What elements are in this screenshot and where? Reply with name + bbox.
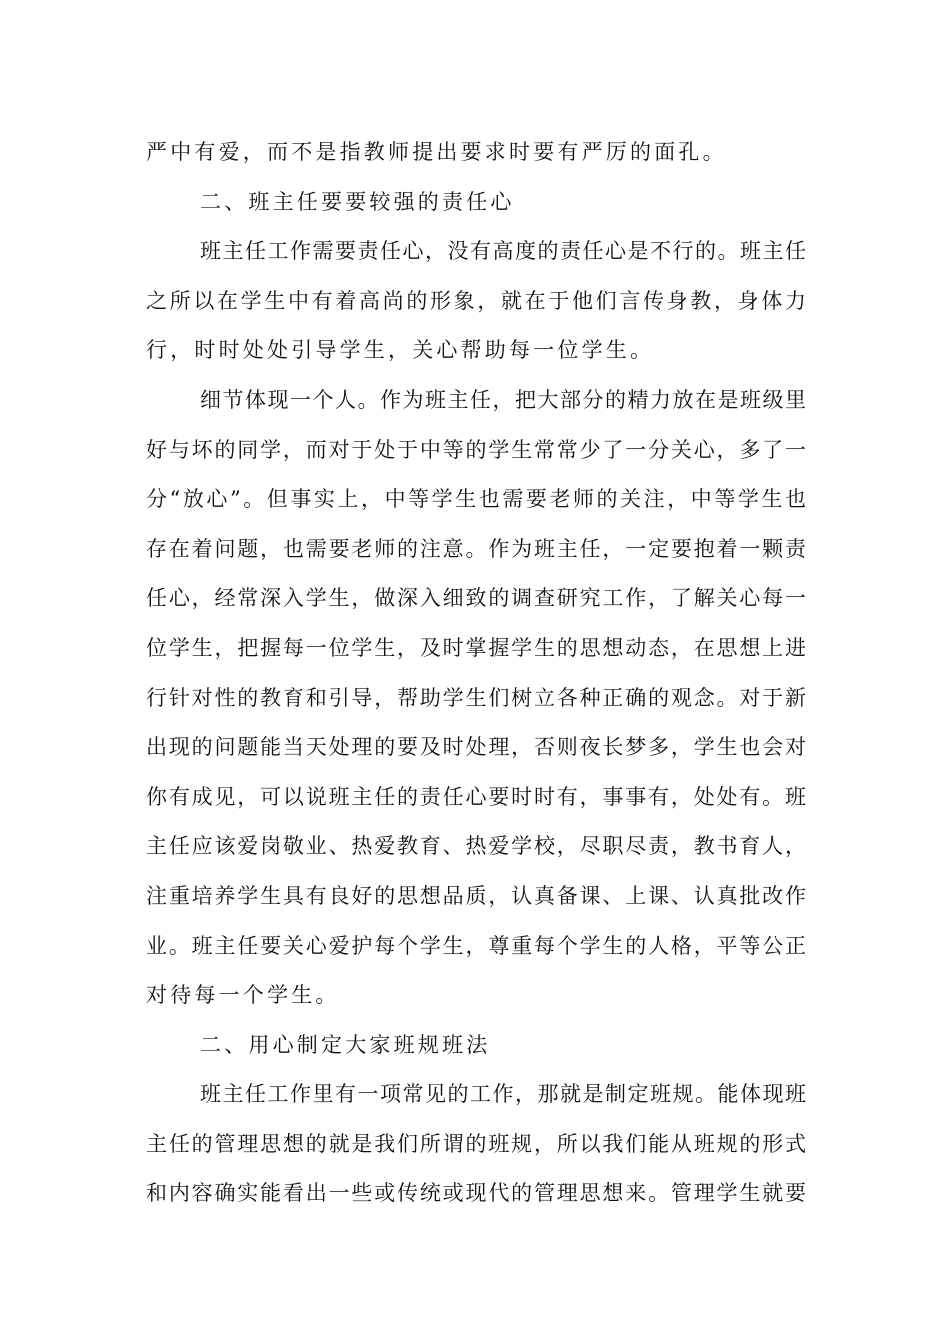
text-line: 主任应该爱岗敬业、热爱教育、热爱学校，尽职尽责，教书育人， <box>146 834 806 859</box>
text-line: 位学生，把握每一位学生，及时掌握学生的思想动态，在思想上进 <box>146 635 806 660</box>
text-line: 细节体现一个人。作为班主任，把大部分的精力放在是班级里 <box>200 387 806 412</box>
text-line: 任心，经常深入学生，做深入细致的调查研究工作，了解关心每一 <box>146 586 806 611</box>
text-line: 你有成见，可以说班主任的责任心要时时有，事事有，处处有。班 <box>146 784 806 809</box>
body-text <box>146 128 806 1219</box>
text-line: 分“放心”。但事实上，中等学生也需要老师的关注，中等学生也 <box>146 487 806 512</box>
text-line: 好与坏的同学，而对于处于中等的学生常常少了一分关心，多了一 <box>146 437 806 462</box>
section-heading: 二、用心制定大家班规班法 <box>200 1032 491 1057</box>
text-line: 对待每一个学生。 <box>146 983 340 1008</box>
section-heading: 二、班主任要要较强的责任心 <box>200 189 515 214</box>
text-line: 之所以在学生中有着高尚的形象，就在于他们言传身教，身体力 <box>146 288 806 313</box>
text-line: 行，时时处处引导学生，关心帮助每一位学生。 <box>146 338 655 363</box>
text-line: 存在着问题，也需要老师的注意。作为班主任，一定要抱着一颗责 <box>146 536 806 561</box>
text-line: 班主任工作里有一项常见的工作，那就是制定班规。能体现班 <box>200 1082 806 1107</box>
text-line: 严中有爱，而不是指教师提出要求时要有严厉的面孔。 <box>146 140 727 164</box>
text-line: 和内容确实能看出一些或传统或现代的管理思想来。管理学生就要 <box>146 1181 806 1206</box>
text-line: 主任的管理思想的就是我们所谓的班规，所以我们能从班规的形式 <box>146 1131 806 1156</box>
text-line: 业。班主任要关心爱护每个学生，尊重每个学生的人格，平等公正 <box>146 933 806 958</box>
text-line: 班主任工作需要责任心，没有高度的责任心是不行的。班主任 <box>200 239 806 264</box>
text-line: 行针对性的教育和引导，帮助学生们树立各种正确的观念。对于新 <box>146 685 806 710</box>
text-line: 注重培养学生具有良好的思想品质，认真备课、上课、认真批改作 <box>146 883 806 908</box>
text-line: 出现的问题能当天处理的要及时处理，否则夜长梦多，学生也会对 <box>146 735 806 760</box>
